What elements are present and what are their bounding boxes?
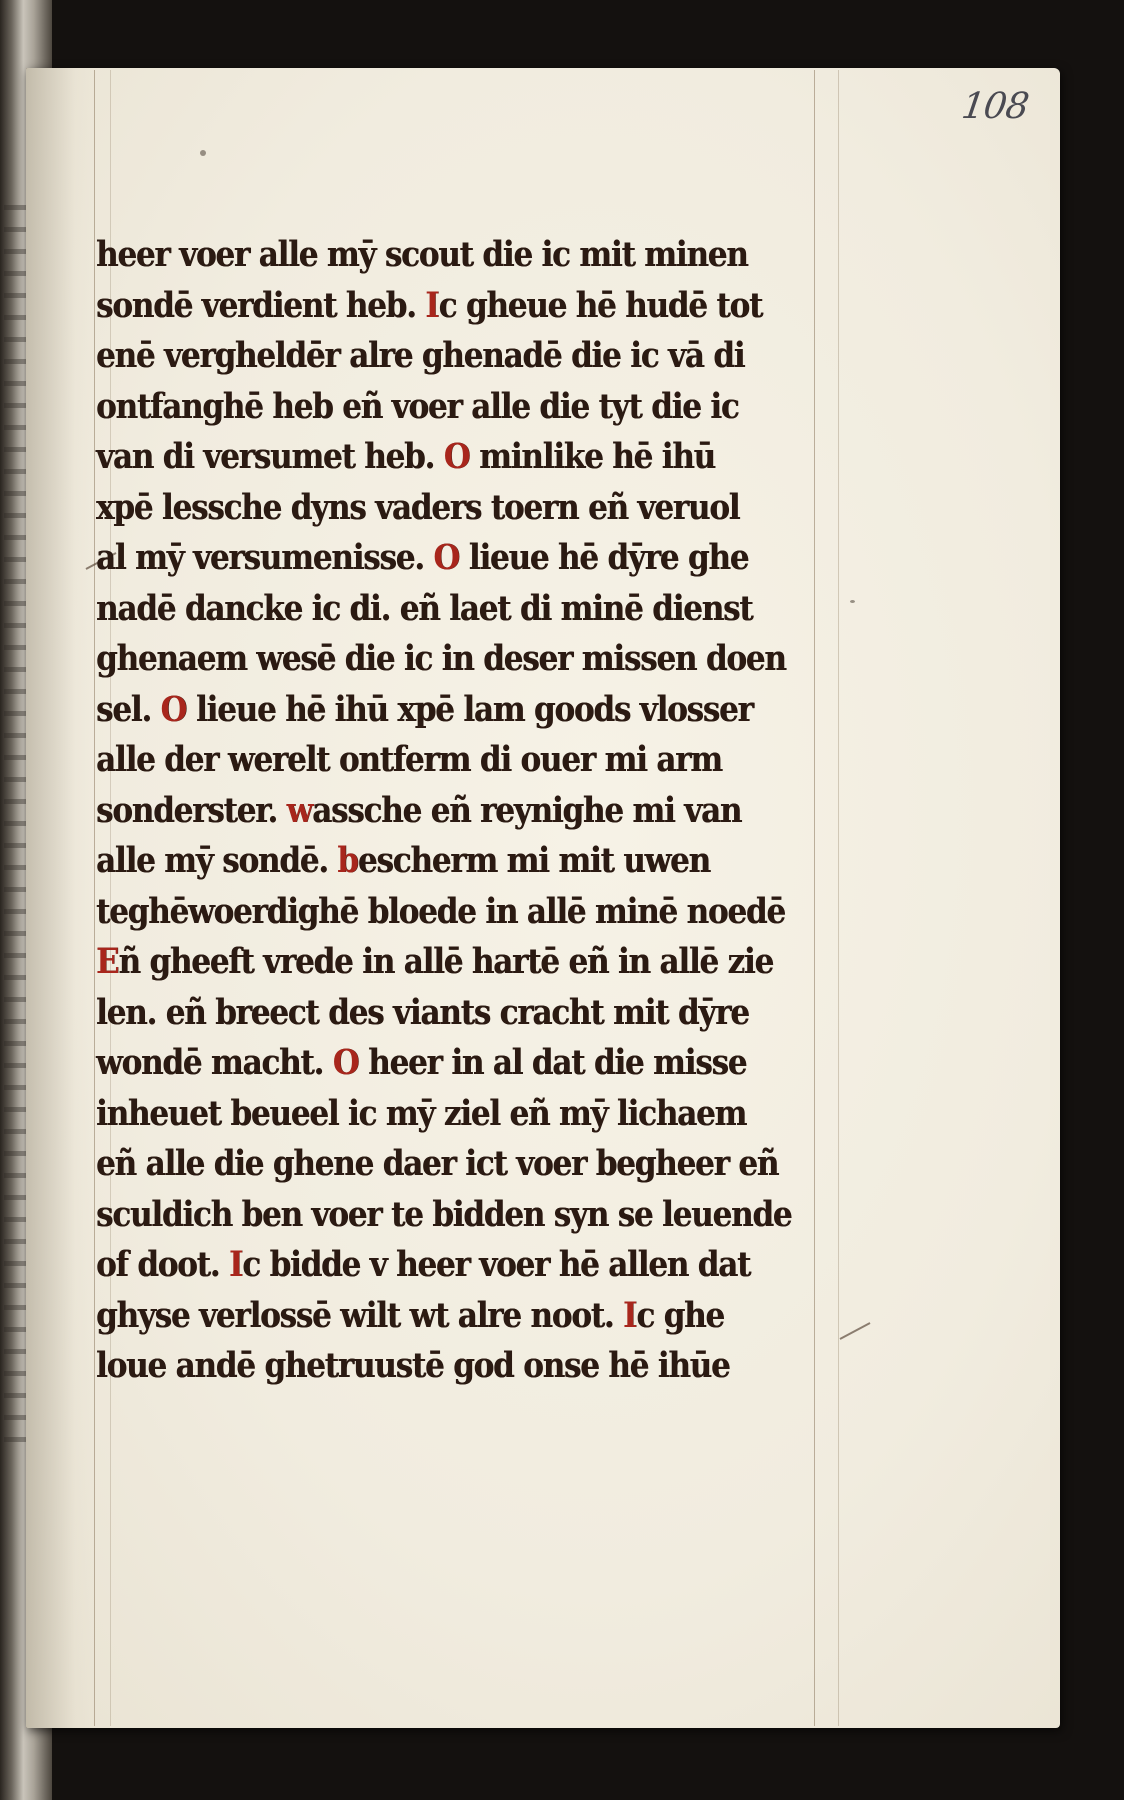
text-segment: lieue hē ihū xpē lam goods vlosser (186, 689, 753, 730)
rubricated-initial: I (228, 1244, 243, 1286)
text-segment: len. eñ breect des viants cracht mit dȳre (96, 992, 749, 1033)
text-segment: wondē macht. (96, 1042, 333, 1084)
rubricated-initial: w (286, 790, 313, 831)
rubricated-initial: b (337, 840, 358, 882)
text-line (96, 1287, 856, 1344)
text-line (96, 227, 856, 284)
text-segment: alle mȳ sondē. (96, 840, 338, 882)
text-segment: c gheue hē hudē tot (438, 285, 763, 326)
rubricated-initial: E (96, 941, 119, 983)
text-segment: ontfanghē heb eñ voer alle die tyt die ic (96, 386, 739, 427)
text-segment: inheuet beueel ic mȳ ziel eñ mȳ lichaem (96, 1093, 747, 1134)
text-line (96, 782, 856, 839)
text-line (96, 530, 856, 587)
text-segment: ñ gheeft vrede in allē hartē eñ in allē zie (118, 941, 774, 983)
text-line (96, 1085, 856, 1142)
text-segment: sel. (96, 689, 161, 730)
text-segment: sonderster. (96, 790, 287, 831)
text-segment: nadē dancke ic di. eñ laet di minē dienst (96, 588, 753, 629)
text-line (96, 580, 856, 637)
text-line (96, 681, 856, 738)
rubricated-initial: O (443, 436, 470, 478)
text-segment: al mȳ versumenisse. (96, 537, 434, 579)
text-segment: escherm mi mit uwen (357, 840, 710, 882)
text-line (96, 631, 856, 688)
text-segment: minlike hē ihū (469, 436, 715, 478)
text-segment: c ghe (636, 1295, 724, 1336)
text-segment: alle der werelt ontferm di ouer mi arm (96, 739, 722, 781)
manuscript-text-block (96, 230, 856, 1392)
text-segment: of doot. (96, 1244, 229, 1286)
text-line (96, 732, 856, 789)
rubricated-initial: O (433, 537, 460, 579)
text-line (96, 277, 856, 334)
rubricated-initial: O (160, 689, 187, 730)
parchment-speck (200, 150, 206, 156)
rubricated-initial: I (425, 285, 439, 326)
text-segment: sculdich ben voer te bidden syn se leuende (96, 1194, 792, 1235)
text-line (96, 1186, 856, 1243)
text-segment: loue andē ghetruustē god onse hē ihūe (96, 1345, 730, 1387)
text-segment: van di versumet heb. (96, 436, 444, 478)
text-line (96, 328, 856, 385)
text-line (96, 984, 856, 1041)
text-line (96, 429, 856, 486)
text-line (96, 833, 856, 890)
text-line (96, 1035, 856, 1092)
text-segment: ghenaem wesē die ic in deser missen doen (96, 638, 786, 680)
text-segment: ghyse verlossē wilt wt alre noot. (96, 1295, 623, 1336)
text-line (96, 1237, 856, 1294)
text-segment: eñ alle die ghene daer ict voer begheer eñ (96, 1143, 779, 1185)
rubricated-initial: I (623, 1295, 637, 1336)
text-segment: c bidde v heer voer hē allen dat (242, 1244, 751, 1286)
text-line (96, 934, 856, 991)
text-line (96, 1338, 856, 1395)
text-segment: assche eñ reynighe mi van (312, 790, 742, 831)
rubricated-initial: O (332, 1042, 359, 1084)
text-segment: sondē verdient heb. (96, 285, 426, 326)
text-segment: heer in al dat die misse (358, 1042, 747, 1084)
text-segment: heer voer alle mȳ scout die ic mit minen (96, 234, 748, 276)
text-segment: lieue hē dȳre ghe (459, 537, 749, 579)
text-segment: teghēwoerdighē bloede in allē minē noedē (96, 891, 785, 932)
text-line (96, 883, 856, 940)
folio-number: 108 (959, 86, 1031, 127)
text-segment: enē vergheldēr alre ghenadē die ic vā di (96, 335, 745, 377)
text-line (96, 479, 856, 536)
left-ruling-line-inner (94, 70, 95, 1726)
text-segment: xpē lessche dyns vaders toern eñ veruol (96, 487, 740, 528)
text-line (96, 1136, 856, 1193)
text-line (96, 378, 856, 435)
